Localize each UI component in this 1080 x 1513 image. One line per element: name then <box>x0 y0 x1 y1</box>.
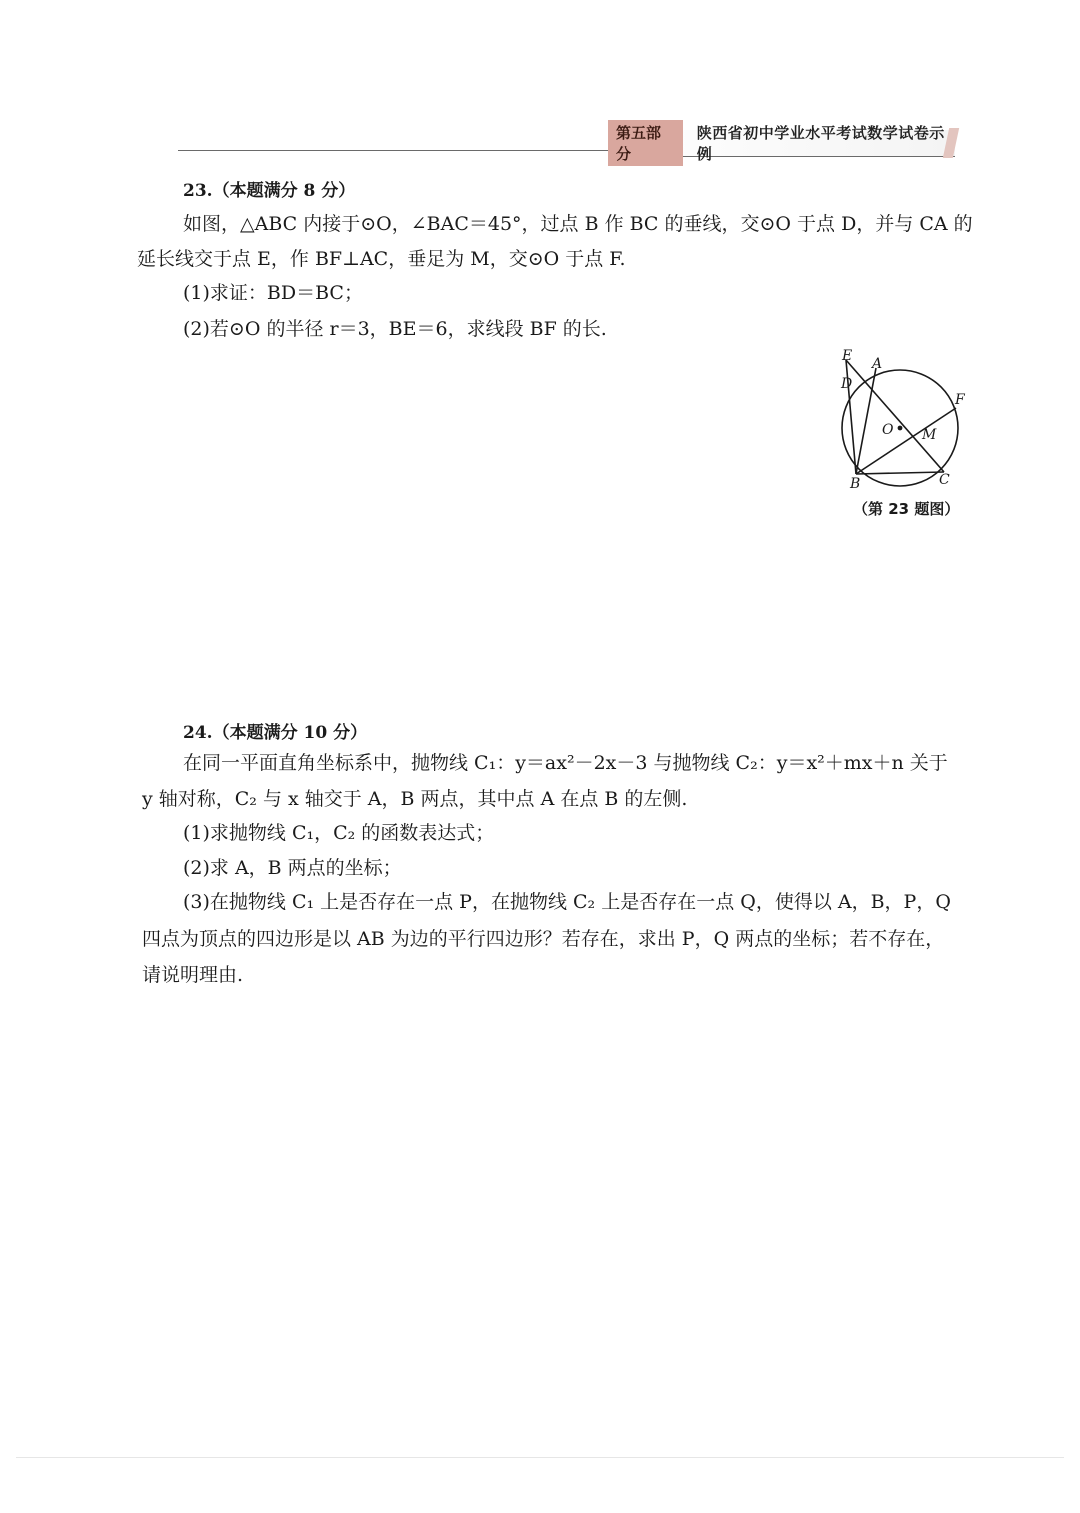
label-d: D <box>841 376 853 392</box>
center-dot <box>898 426 903 431</box>
label-e: E <box>842 348 853 364</box>
q23-part-1: (1)求证：BD＝BC； <box>183 282 363 304</box>
header-title: 陕西省初中学业水平考试数学试卷示例 <box>696 124 945 163</box>
page-header <box>608 124 955 163</box>
segment-bf <box>856 408 956 474</box>
q24-part-3: (3)在抛物线 C₁ 上是否存在一点 P，在抛物线 C₂ 上是否存在一点 Q，使得以 A，B，P，Q <box>183 891 951 913</box>
q24-line-7: 请说明理由. <box>142 964 244 986</box>
segment-ec <box>846 360 944 472</box>
q23-figure <box>832 346 972 496</box>
segment-bc <box>856 472 944 474</box>
header-rule <box>178 150 608 151</box>
q23-line-1: 如图，△ABC 内接于⊙O，∠BAC＝45°，过点 B 作 BC 的垂线，交⊙O 于点 D，并与 CA 的 <box>183 213 973 235</box>
q24-heading: 24.（本题满分 10 分） <box>183 723 368 743</box>
header-section-label: 第五部分 <box>608 120 683 166</box>
q23-line-2: 延长线交于点 E，作 BF⊥AC，垂足为 M，交⊙O 于点 F. <box>137 248 626 270</box>
q24-line-2: y 轴对称，C₂ 与 x 轴交于 A，B 两点，其中点 A 在点 B 的左侧. <box>142 788 688 810</box>
label-b: B <box>850 476 861 492</box>
label-f: F <box>955 392 965 408</box>
figure-caption: （第 23 题图） <box>853 500 960 518</box>
q24-line-1: 在同一平面直角坐标系中，抛物线 C₁：y＝ax²－2x－3 与抛物线 C₂：y＝x²＋mx＋n 关于 <box>183 752 948 774</box>
label-a: A <box>872 356 883 372</box>
q24-line-6: 四点为顶点的四边形是以 AB 为边的平行四边形？若存在，求出 P，Q 两点的坐标；若不存在， <box>142 928 945 950</box>
label-c: C <box>939 472 950 488</box>
q24-part-2: (2)求 A，B 两点的坐标； <box>183 857 402 879</box>
figure-lines <box>842 360 958 486</box>
label-m: M <box>922 427 937 443</box>
label-o: O <box>882 422 894 438</box>
q24-part-1: (1)求抛物线 C₁，C₂ 的函数表达式； <box>183 822 495 844</box>
q23-heading: 23.（本题满分 8 分） <box>183 181 356 201</box>
q23-part-2: (2)若⊙O 的半径 r＝3，BE＝6，求线段 BF 的长. <box>183 318 607 340</box>
footer-rule <box>16 1457 1064 1458</box>
